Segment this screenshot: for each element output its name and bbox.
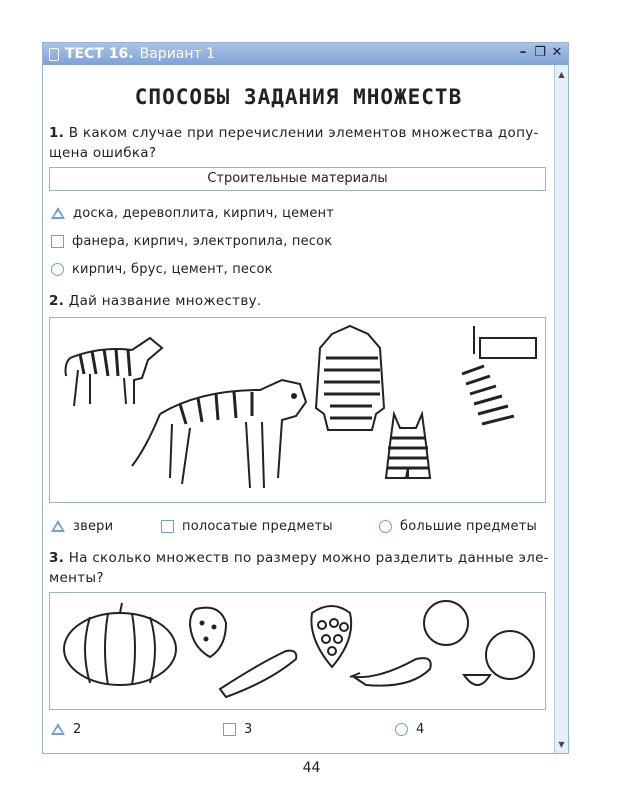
question-3 bbox=[49, 548, 550, 588]
striped-robe-icon bbox=[316, 326, 384, 430]
q2-option-b-text: полосатые предметы bbox=[182, 519, 333, 534]
title-test: ТЕСТ 16. bbox=[65, 46, 134, 62]
q2-option-c[interactable] bbox=[379, 519, 537, 534]
q1-option-a[interactable] bbox=[51, 206, 334, 221]
square-marker-icon bbox=[51, 235, 64, 248]
q1-option-b-text: фанера, кирпич, электропила, песок bbox=[72, 234, 333, 249]
crosswalk-icon bbox=[462, 326, 536, 424]
circle-marker-icon bbox=[395, 723, 408, 736]
minimize-icon[interactable]: – bbox=[519, 45, 527, 60]
circle-marker-icon bbox=[379, 520, 392, 533]
q1-option-b[interactable] bbox=[51, 234, 332, 249]
scrollbar[interactable] bbox=[554, 65, 568, 753]
pumpkin-icon bbox=[64, 603, 176, 685]
restore-icon[interactable]: ❐ bbox=[534, 45, 546, 60]
eggplant-icon bbox=[350, 658, 431, 686]
q3-pictures bbox=[50, 593, 545, 709]
scroll-down-icon[interactable]: ▼ bbox=[558, 740, 565, 749]
q2-pictures bbox=[50, 318, 545, 502]
page-title: СПОСОБЫ ЗАДАНИЯ МНОЖЕСТВ bbox=[134, 85, 463, 109]
q3-option-c-text: 4 bbox=[416, 722, 425, 737]
triangle-marker-icon bbox=[51, 723, 65, 737]
striped-swimsuit-icon bbox=[386, 414, 430, 478]
q2-option-b[interactable] bbox=[161, 519, 333, 534]
q3-picture-box bbox=[49, 592, 546, 710]
close-icon[interactable]: ✕ bbox=[551, 45, 563, 60]
question-3-text: На сколько множеств по размеру можно разделить данные эле-менты? bbox=[49, 550, 549, 586]
question-1 bbox=[49, 123, 550, 163]
q2-picture-box bbox=[49, 317, 546, 503]
page-number: 44 bbox=[302, 760, 321, 776]
title-variant: Вариант 1 bbox=[139, 46, 216, 62]
q2-option-c-text: большие предметы bbox=[400, 519, 537, 534]
question-1-number: 1. bbox=[49, 125, 65, 141]
book-icon bbox=[49, 48, 59, 61]
q3-option-b[interactable] bbox=[223, 722, 252, 737]
zebra-icon bbox=[66, 338, 163, 406]
square-marker-icon bbox=[161, 520, 174, 533]
question-2 bbox=[49, 291, 550, 311]
q1-option-c[interactable] bbox=[51, 262, 273, 277]
q1-option-a-text: доска, деревоплита, кирпич, цемент bbox=[73, 206, 335, 221]
raspberry-icon bbox=[311, 606, 351, 667]
circle-marker-icon bbox=[51, 263, 64, 276]
orange-icon bbox=[424, 601, 534, 685]
test-window bbox=[42, 42, 569, 754]
set-label-box: Строительные материалы bbox=[49, 167, 546, 191]
square-marker-icon bbox=[223, 723, 236, 736]
zucchini-icon bbox=[220, 651, 296, 697]
question-3-number: 3. bbox=[49, 550, 65, 566]
triangle-marker-icon bbox=[51, 207, 65, 221]
q2-option-a[interactable] bbox=[51, 519, 113, 534]
strawberry-icon bbox=[190, 608, 226, 657]
triangle-marker-icon bbox=[51, 520, 65, 534]
title-bar bbox=[43, 43, 568, 65]
question-1-text: В каком случае при перечислении элементов множества допу-щена ошибка? bbox=[49, 125, 539, 161]
q3-option-c[interactable] bbox=[395, 722, 424, 737]
question-2-text: Дай название множеству. bbox=[68, 293, 262, 309]
q3-option-a[interactable] bbox=[51, 722, 81, 737]
q2-option-a-text: звери bbox=[73, 519, 114, 534]
q3-option-b-text: 3 bbox=[244, 722, 253, 737]
q3-option-a-text: 2 bbox=[73, 722, 82, 737]
q1-option-c-text: кирпич, брус, цемент, песок bbox=[72, 262, 273, 277]
question-2-number: 2. bbox=[49, 293, 65, 309]
scroll-up-icon[interactable]: ▲ bbox=[558, 70, 565, 79]
tiger-icon bbox=[132, 380, 306, 488]
